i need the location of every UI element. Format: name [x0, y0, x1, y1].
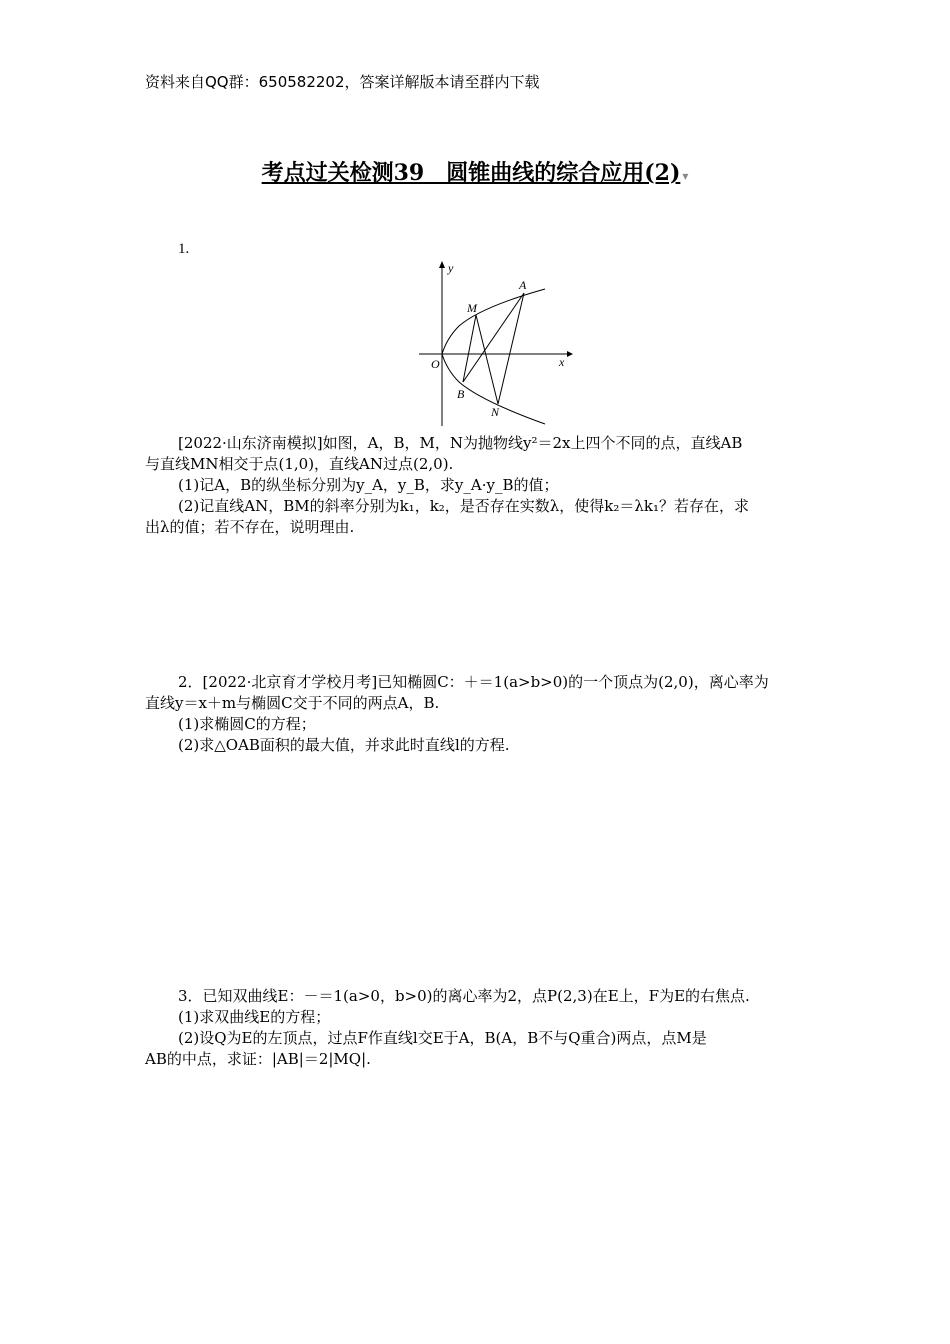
question-2	[145, 672, 807, 756]
x-axis-arrow	[567, 351, 573, 357]
parabola-curve	[442, 289, 545, 424]
label-N: N	[491, 405, 500, 419]
question-1-number: 1.	[178, 241, 190, 257]
y-axis-arrow	[439, 261, 445, 268]
q1-stem-line-2: 与直线MN相交于点(1,0)，直线AN过点(2,0).	[145, 455, 454, 473]
label-y: y	[448, 261, 454, 275]
page-title	[0, 156, 950, 187]
parabola-figure	[415, 256, 575, 428]
q3-line-1: 3．已知双曲线E：－＝1(a>0，b>0)的离心率为2，点P(2,3)在E上，F为E的右焦点.	[178, 987, 750, 1005]
q1-part-2-line-1: (2)记直线AN，BM的斜率分别为k₁，k₂，是否存在实数λ，使得k₂＝λk₁？若存在，求	[178, 497, 750, 515]
label-A: A	[519, 278, 527, 292]
question-1	[145, 433, 807, 538]
title-text: 考点过关检测39 圆锥曲线的综合应用(2)	[261, 160, 681, 186]
label-B: B	[457, 387, 465, 401]
q3-part-2-line-1: (2)设Q为E的左顶点，过点F作直线l交E于A，B(A，B不与Q重合)两点，点M是	[178, 1029, 707, 1047]
q1-source: [2022·山东济南模拟]	[178, 434, 323, 452]
q2-part-1: (1)求椭圆C的方程；	[178, 715, 316, 733]
label-O: O	[431, 357, 440, 371]
question-3	[145, 986, 807, 1070]
q3-part-1: (1)求双曲线E的方程；	[178, 1008, 331, 1026]
title-marker-icon: ▾	[682, 169, 689, 183]
q1-part-2-line-2: 出λ的值；若不存在，说明理由.	[145, 518, 355, 536]
q3-part-2-line-2: AB的中点，求证：|AB|＝2|MQ|.	[145, 1050, 371, 1068]
header-note: 资料来自QQ群：650582202，答案详解版本请至群内下载	[145, 73, 540, 91]
q2-line-2: 直线y＝x＋m与椭圆C交于不同的两点A，B.	[145, 694, 440, 712]
line-AN	[498, 293, 524, 404]
label-x: x	[559, 355, 565, 369]
q2-line-1: 2．[2022·北京育才学校月考]已知椭圆C：＋＝1(a>b>0)的一个顶点为(2,0)，离心率为	[178, 673, 769, 691]
q1-stem-line-1	[145, 433, 807, 454]
line-MN	[476, 315, 498, 404]
q2-part-2: (2)求△OAB面积的最大值，并求此时直线l的方程.	[178, 736, 510, 754]
q1-stem-a: 如图，A，B，M，N为抛物线y²＝2x上四个不同的点，直线AB	[322, 434, 743, 452]
label-M: M	[467, 301, 477, 315]
q1-part-1: (1)记A，B的纵坐标分别为y_A，y_B，求y_A·y_B的值；	[178, 476, 559, 494]
